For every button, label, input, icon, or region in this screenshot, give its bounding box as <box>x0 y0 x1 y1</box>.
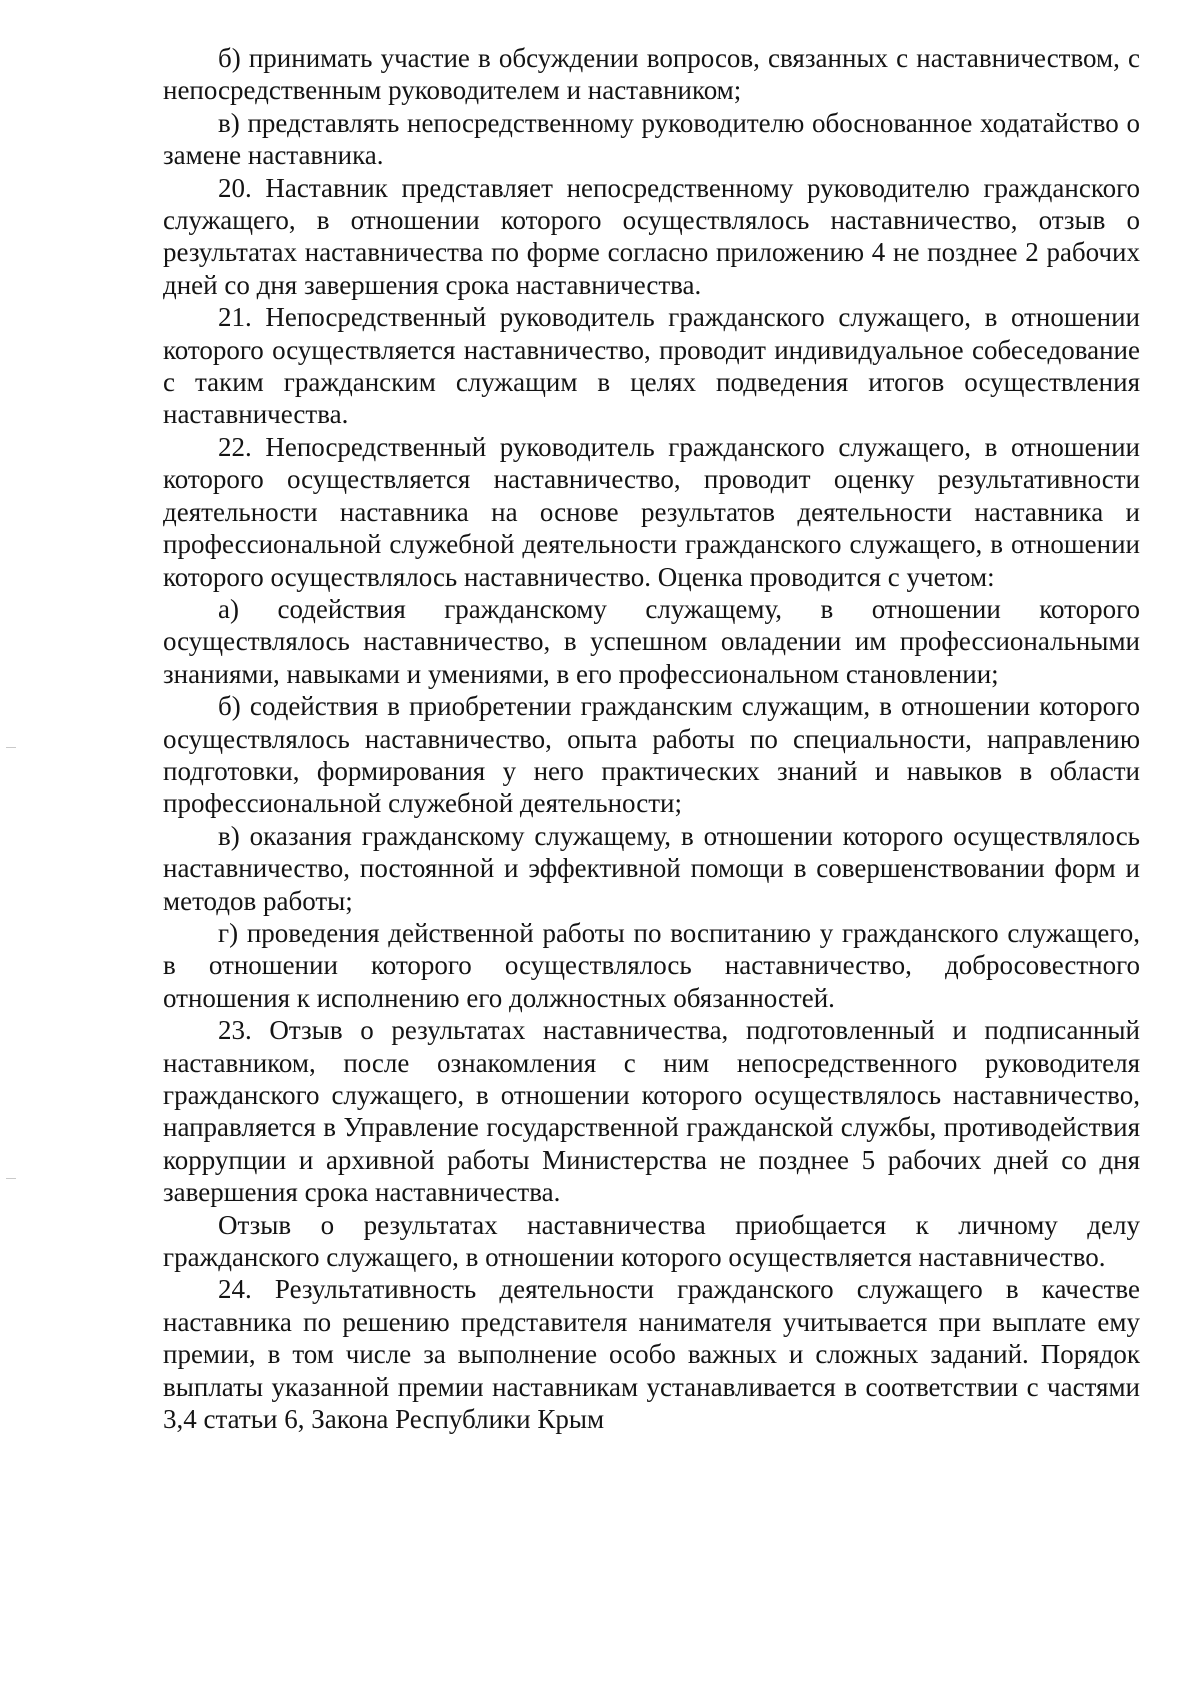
clause-21: 21. Непосредственный руководитель гражданского служащего, в отношении которого осуществляется наставничество, проводит индивидуальное собеседование с таким гражданским служащим в целях подведения итогов осуществления наставничества. <box>163 302 1140 430</box>
clause-22-item-g: г) проведения действенной работы по воспитанию у гражданского служащего, в отношении которого осуществлялось наставничество, добросовестного отношения к исполнению его должностных обязанностей. <box>163 917 1140 1013</box>
clause-23: 23. Отзыв о результатах наставничества, подготовленный и подписанный наставником, после ознакомления с ним непосредственного руководителя гражданского служащего, в отношении которого осуществлялось наставничество, направляется в Управление государственной гражданской службы, противодействия коррупции и архивной работы Министерства не позднее 5 рабочих дней со дня завершения срока наставничества. <box>163 1015 1140 1208</box>
scan-speck <box>6 1178 16 1179</box>
item-v-request-replacement: в) представлять непосредственному руководителю обоснованное ходатайство о замене наставника. <box>163 107 1140 171</box>
clause-22: 22. Непосредственный руководитель гражданского служащего, в отношении которого осуществляется наставничество, проводит оценку результативности деятельности наставника на основе результатов деятельности наставника и профессиональной служебной деятельности гражданского служащего, в отношении которого осуществлялось наставничество. Оценка проводится с учетом: <box>163 431 1140 592</box>
clause-24: 24. Результативность деятельности гражданского служащего в качестве наставника по решению представителя нанимателя учитывается при выплате ему премии, в том числе за выполнение особо важных и сложных заданий. Порядок выплаты указанной премии наставникам устанавливается в соответствии с частями 3,4 статьи 6, Закона Республики Крым <box>163 1274 1140 1435</box>
clause-22-item-b: б) содействия в приобретении гражданским служащим, в отношении которого осуществлялось наставничество, опыта работы по специальности, направлению подготовки, формирования у него практических знаний и навыков в области профессиональной служебной деятельности; <box>163 691 1140 819</box>
clause-22-item-a: а) содействия гражданскому служащему, в отношении которого осуществлялось наставничество, в успешном овладении им профессиональными знаниями, навыками и умениями, в его профессиональном становлении; <box>163 593 1140 689</box>
scan-speck <box>6 747 16 748</box>
clause-20: 20. Наставник представляет непосредственному руководителю гражданского служащего, в отношении которого осуществлялось наставничество, отзыв о результатах наставничества по форме согласно приложению 4 не позднее 2 рабочих дней со дня завершения срока наставничества. <box>163 172 1140 300</box>
item-b-participate: б) принимать участие в обсуждении вопросов, связанных с наставничеством, с непосредственным руководителем и наставником; <box>163 43 1140 106</box>
document-body <box>163 42 1140 1435</box>
clause-22-item-v: в) оказания гражданскому служащему, в отношении которого осуществлялось наставничество, постоянной и эффективной помощи в совершенствовании форм и методов работы; <box>163 820 1140 916</box>
clause-23-review-filing: Отзыв о результатах наставничества приобщается к личному делу гражданского служащего, в отношении которого осуществляется наставничество. <box>163 1209 1140 1273</box>
